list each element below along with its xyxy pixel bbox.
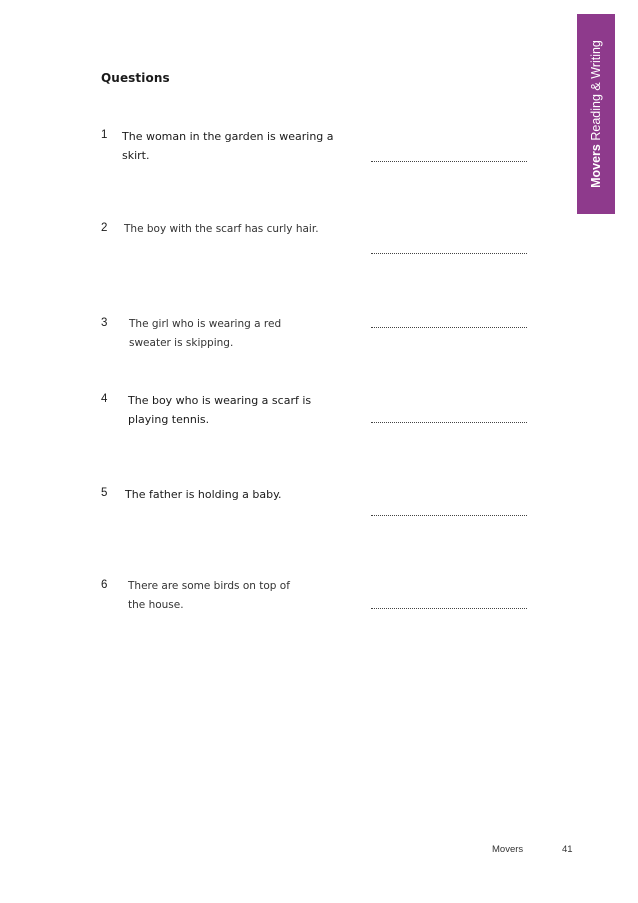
question-line: skirt. (122, 149, 150, 162)
question-number: 3 (101, 317, 108, 329)
question-line: the house. (128, 599, 184, 611)
side-tab-label: Reading & Writing (588, 40, 603, 141)
side-tab (577, 14, 615, 214)
question-line: There are some birds on top of (128, 580, 290, 592)
question-text (128, 391, 368, 429)
answer-line[interactable] (371, 253, 527, 254)
answer-line[interactable] (371, 515, 527, 516)
answer-line[interactable] (371, 161, 527, 162)
question-text (129, 315, 359, 353)
answer-line[interactable] (371, 327, 527, 328)
question-number: 1 (101, 129, 108, 141)
page-number: 41 (562, 844, 573, 855)
question-number: 6 (101, 579, 108, 591)
footer-label: Movers (492, 844, 524, 855)
side-tab-bold-label: Movers (588, 144, 603, 188)
question-line: playing tennis. (128, 413, 210, 426)
answer-line[interactable] (371, 422, 527, 423)
answer-line[interactable] (371, 608, 527, 609)
side-tab-text (590, 40, 603, 188)
question-line: The father is holding a baby. (125, 488, 282, 501)
page-heading: Questions (101, 71, 170, 85)
question-line: The girl who is wearing a red (129, 318, 282, 330)
question-text (124, 220, 374, 239)
question-line: The boy with the scarf has curly hair. (124, 223, 319, 235)
question-text (125, 485, 365, 504)
question-line: sweater is skipping. (129, 337, 234, 349)
question-number: 5 (101, 487, 108, 499)
question-number: 2 (101, 222, 108, 234)
question-line: The woman in the garden is wearing a (122, 130, 334, 143)
question-text (128, 577, 358, 615)
question-number: 4 (101, 393, 108, 405)
question-text (122, 127, 372, 165)
question-line: The boy who is wearing a scarf is (128, 394, 312, 407)
